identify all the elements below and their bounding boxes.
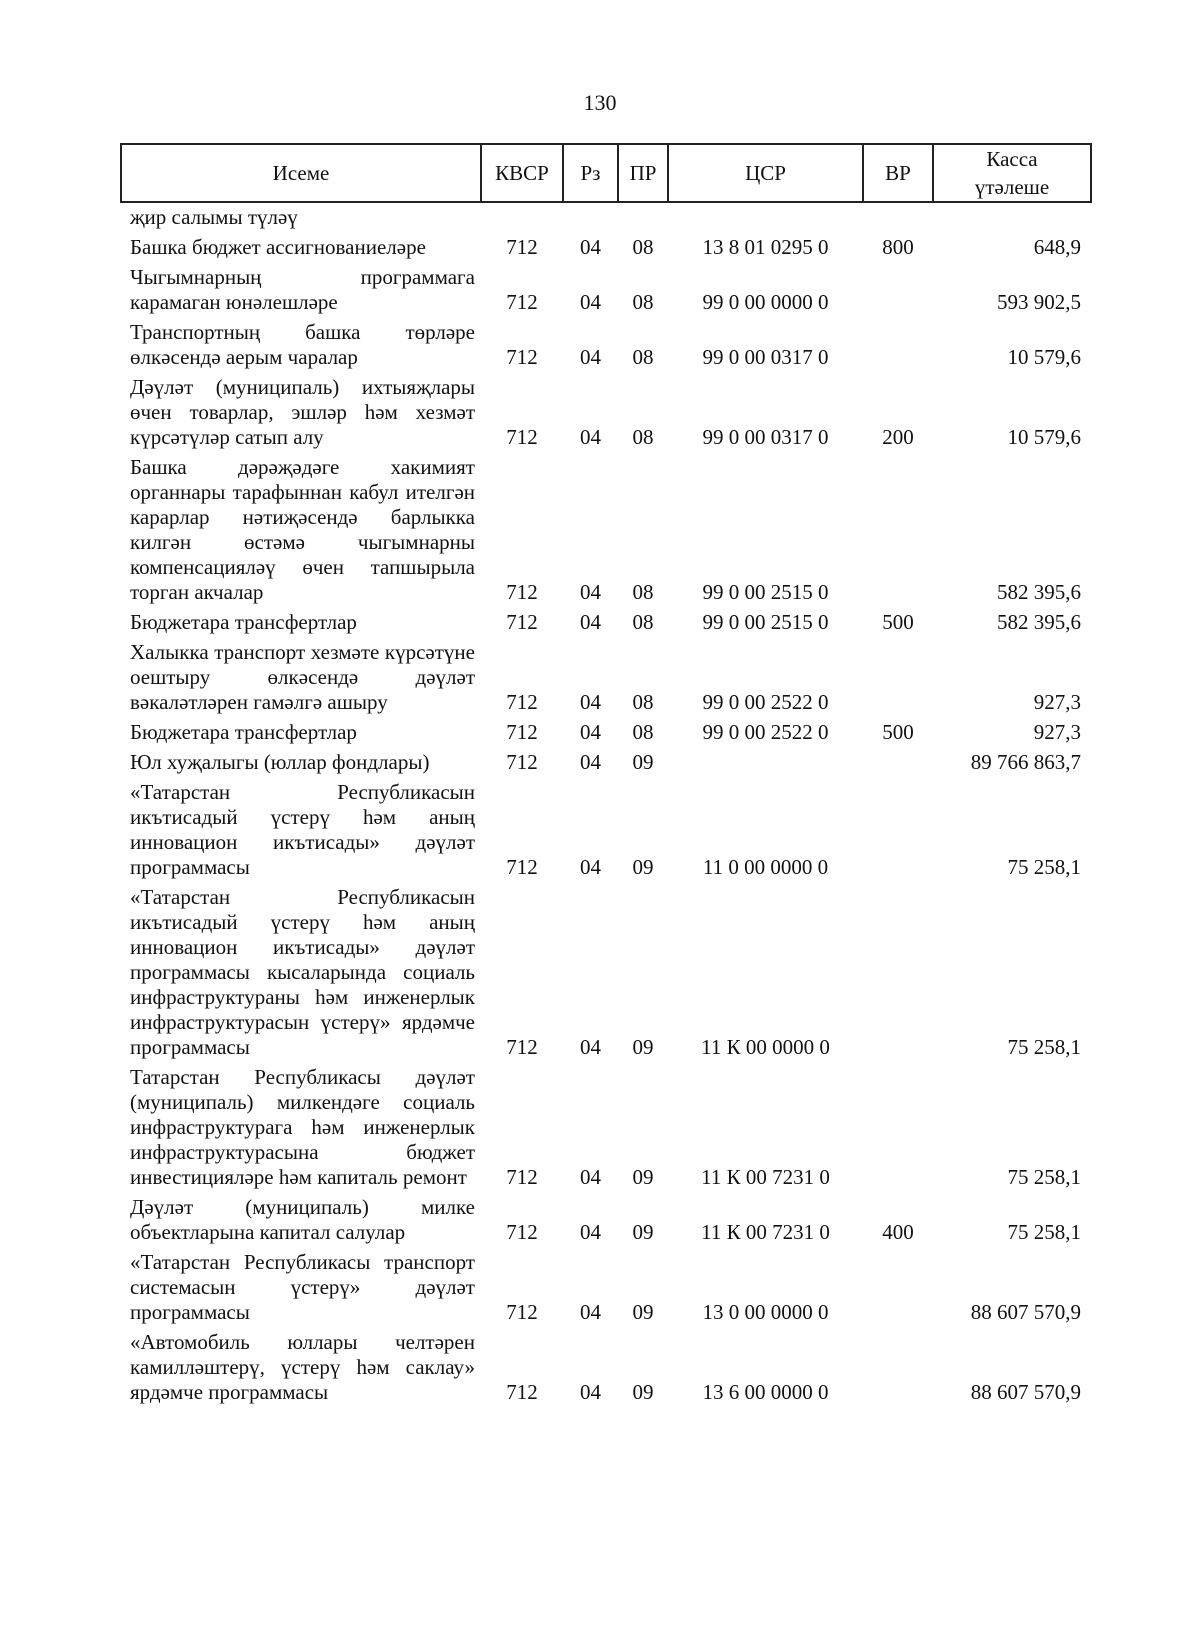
row-kvsr: 712 [506,855,538,879]
row-amount: 593 902,5 [997,290,1081,314]
row-kvsr: 712 [506,1035,538,1059]
row-kvsr: 712 [506,1220,538,1244]
row-csr: 99 0 00 0000 0 [702,290,829,314]
row-amount: 582 395,6 [997,610,1081,634]
row-csr: 99 0 00 2515 0 [702,610,829,634]
row-amount: 75 258,1 [1007,1035,1081,1059]
table-row [121,720,1091,750]
row-csr: 99 0 00 0317 0 [702,425,829,449]
row-pr: 09 [632,1300,654,1324]
row-csr: 11 К 00 0000 0 [701,1035,830,1059]
row-amount: 10 579,6 [1007,425,1081,449]
row-vr [863,202,933,235]
row-kvsr: 712 [506,720,538,744]
row-vr [863,780,933,885]
row-name: Бюджетара трансфертлар [130,720,357,744]
header-csr: ЦСР [668,144,863,202]
row-name: Транспортның башка төрләре өлкәсендә аерым чаралар [130,320,475,369]
row-pr: 08 [632,345,654,369]
row-name: Дәүләт (муниципаль) ихтыяҗлары өчен товарлар, эшләр һәм хезмәт күрсәтүләр сатып алу [130,375,475,449]
header-rz: Рз [563,144,618,202]
header-vr: ВР [863,144,933,202]
row-kvsr: 712 [506,580,538,604]
header-pr: ПР [618,144,668,202]
row-rz: 04 [580,235,601,259]
row-name: Халыкка транспорт хезмәте күрсәтүне оештыру өлкәсендә дәүләт вәкаләтләрен гамәлгә ашыру [130,640,475,714]
row-pr: 09 [632,1220,654,1244]
table-row [121,1065,1091,1195]
row-name: «Татарстан Республикасы транспорт системасын үстерү» дәүләт программасы [130,1250,475,1324]
row-vr [863,1065,933,1195]
row-rz: 04 [580,290,601,314]
row-pr: 08 [632,610,654,634]
row-name: «Татарстан Республикасын икътисадый үстерү һәм аның инновацион икътисады» дәүләт программасы кысаларында социаль инфраструктураны һәм инженерлык инфраструктурасын үстерү» ярдәмче программасы [130,885,475,1059]
row-pr: 08 [632,290,654,314]
row-rz: 04 [580,855,601,879]
row-vr [863,265,933,320]
row-kvsr: 712 [506,345,538,369]
table-row [121,640,1091,720]
row-vr [863,455,933,610]
row-rz: 04 [580,345,601,369]
table-row [121,1250,1091,1330]
row-kvsr: 712 [506,690,538,714]
row-vr [863,320,933,375]
row-amount: 75 258,1 [1007,1165,1081,1189]
row-amount: 89 766 863,7 [970,750,1081,774]
row-pr: 09 [632,1380,654,1404]
row-name: Чыгымнарның программага карамаган юнәлешләре [130,265,475,314]
row-vr: 500 [882,610,914,634]
row-pr [618,202,668,235]
table-row [121,265,1091,320]
row-csr: 99 0 00 2515 0 [702,580,829,604]
row-csr: 99 0 00 2522 0 [702,720,829,744]
row-kvsr: 712 [506,1380,538,1404]
row-kvsr [481,202,563,235]
row-vr [863,750,933,780]
row-amount: 648,9 [1033,235,1081,259]
row-kvsr: 712 [506,750,538,774]
row-csr: 11 К 00 7231 0 [701,1220,830,1244]
row-vr [863,1250,933,1330]
table-row [121,750,1091,780]
table-row [121,320,1091,375]
row-vr: 500 [882,720,914,744]
row-rz: 04 [580,610,601,634]
table-row [121,885,1091,1065]
header-amount-line1: Касса [986,147,1038,171]
row-name: «Автомобиль юллары челтәрен камилләштерү, үстерү һәм саклау» ярдәмче программасы [130,1330,475,1404]
row-kvsr: 712 [506,425,538,449]
row-rz: 04 [580,425,601,449]
row-amount: 927,3 [1033,720,1081,744]
row-rz [563,202,618,235]
row-pr: 08 [632,580,654,604]
header-name: Исеме [121,144,481,202]
budget-table [120,143,1092,1410]
row-name: Дәүләт (муниципаль) милке объектларына капитал салулар [130,1195,475,1244]
row-kvsr: 712 [506,290,538,314]
table-header [121,144,1091,202]
row-amount: 75 258,1 [1007,1220,1081,1244]
row-name: җир салымы түләү [130,205,298,229]
row-amount: 10 579,6 [1007,345,1081,369]
table-row [121,1330,1091,1410]
row-name: Юл хуҗалыгы (юллар фондлары) [130,750,430,774]
row-pr: 09 [632,855,654,879]
row-csr: 13 8 01 0295 0 [702,235,829,259]
row-name: Башка дәрәҗәдәге хакимият органнары тарафыннан кабул ителгән карарлар нәтиҗәсендә барлыкка килгән өстәмә чыгымнарны компенсацияләү өчен тапшырыла торган акчалар [130,455,475,604]
row-kvsr: 712 [506,1165,538,1189]
row-amount: 88 607 570,9 [970,1380,1081,1404]
row-vr [863,885,933,1065]
row-vr: 200 [882,425,914,449]
row-pr: 08 [632,425,654,449]
row-rz: 04 [580,1220,601,1244]
row-pr: 09 [632,1165,654,1189]
row-csr: 11 0 00 0000 0 [702,855,829,879]
row-rz: 04 [580,750,601,774]
row-amount: 927,3 [1033,690,1081,714]
row-name: Татарстан Республикасы дәүләт (муниципаль) милкендәге социаль инфраструктурага һәм инженерлык инфраструктурасына бюджет инвестицияләре һәм капиталь ремонт [130,1065,475,1189]
table-row [121,235,1091,265]
row-name: Бюджетара трансфертлар [130,610,357,634]
row-amount [933,202,1091,235]
row-vr: 400 [882,1220,914,1244]
row-vr [863,640,933,720]
row-pr: 08 [632,720,654,744]
table-row [121,610,1091,640]
row-csr: 13 6 00 0000 0 [702,1380,829,1404]
row-rz: 04 [580,1035,601,1059]
row-name: Башка бюджет ассигнованиеләре [130,235,426,259]
row-kvsr: 712 [506,235,538,259]
row-vr: 800 [882,235,914,259]
table-row [121,202,1091,235]
table-row [121,455,1091,610]
header-kvsr: КВСР [481,144,563,202]
row-amount: 75 258,1 [1007,855,1081,879]
row-pr: 09 [632,750,654,774]
row-csr: 13 0 00 0000 0 [702,1300,829,1324]
table-row [121,780,1091,885]
row-amount: 88 607 570,9 [970,1300,1081,1324]
table-row [121,375,1091,455]
row-rz: 04 [580,690,601,714]
row-amount: 582 395,6 [997,580,1081,604]
page-number: 130 [583,90,617,115]
row-csr: 11 К 00 7231 0 [701,1165,830,1189]
row-pr: 09 [632,1035,654,1059]
header-amount-line2: үтәлеше [974,175,1050,199]
row-name: «Татарстан Республикасын икътисадый үстерү һәм аның инновацион икътисады» дәүләт программасы [130,780,475,879]
header-amount [933,144,1091,202]
row-pr: 08 [632,690,654,714]
row-pr: 08 [632,235,654,259]
row-rz: 04 [580,580,601,604]
row-rz: 04 [580,1165,601,1189]
table-row [121,1195,1091,1250]
row-csr: 99 0 00 0317 0 [702,345,829,369]
row-csr [668,202,863,235]
row-rz: 04 [580,720,601,744]
table-body [121,202,1091,1410]
row-kvsr: 712 [506,610,538,634]
row-rz: 04 [580,1300,601,1324]
row-csr [668,750,863,780]
row-rz: 04 [580,1380,601,1404]
row-csr: 99 0 00 2522 0 [702,690,829,714]
budget-table-container [120,143,1090,1410]
row-vr [863,1330,933,1410]
row-kvsr: 712 [506,1300,538,1324]
